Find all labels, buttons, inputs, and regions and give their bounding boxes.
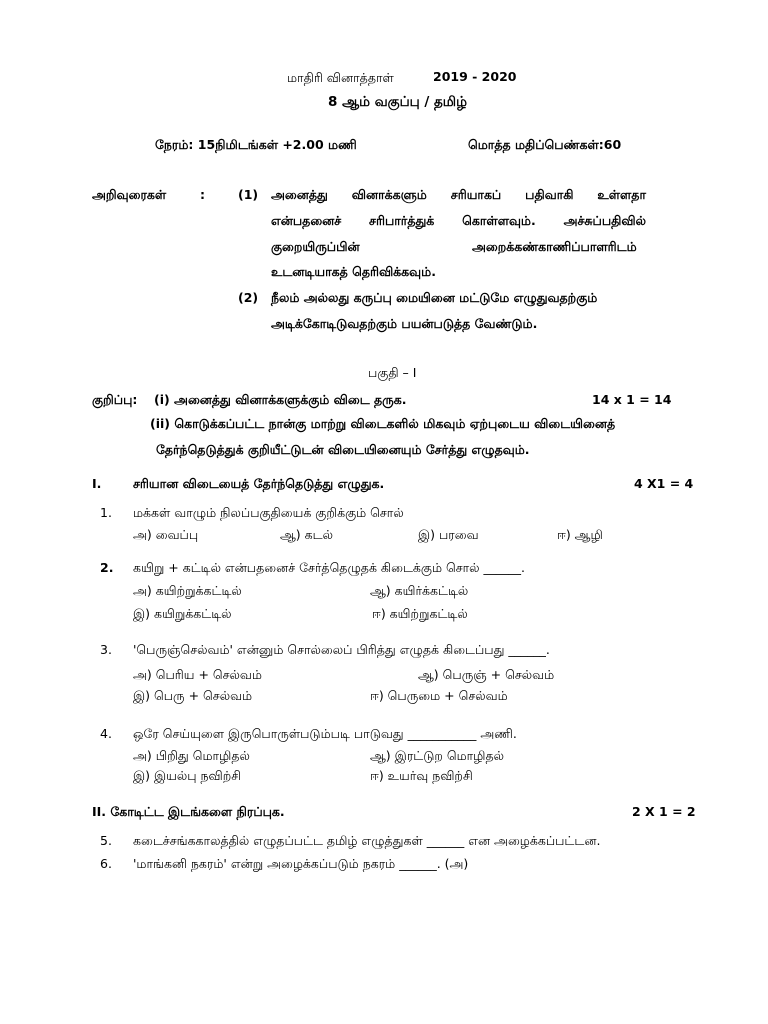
instruction-2-number: (2) xyxy=(238,290,259,305)
section-2-title: II. கோடிட்ட இடங்களை நிரப்புக. xyxy=(92,804,285,819)
question-4-option-d: ஈ) உயர்வு நவிற்சி xyxy=(370,768,473,783)
section-1-number: I. xyxy=(92,476,102,491)
note-2-line-2: தேர்ந்தெடுத்துக் குறியீட்டுடன் விடையினையும் சேர்த்து எழுதவும். xyxy=(156,442,530,457)
instruction-1-number: (1) xyxy=(238,187,259,202)
note-1-marks: 14 x 1 = 14 xyxy=(592,392,672,407)
question-2-text: கயிறு + கட்டில் என்பதனைச் சேர்த்தெழுதக் கிடைக்கும் சொல் ______. xyxy=(133,560,525,575)
question-1-option-d: ஈ) ஆழி xyxy=(557,527,603,542)
question-3-option-d: ஈ) பெருமை + செல்வம் xyxy=(370,688,508,703)
instruction-1-line-4: உடனடியாகத் தெரிவிக்கவும். xyxy=(271,264,436,279)
question-1-number: 1. xyxy=(100,505,112,520)
question-2-option-c: இ) கயிறுக்கட்டில் xyxy=(133,606,232,621)
note-1: (i) அனைத்து வினாக்களுக்கும் விடை தருக. xyxy=(154,392,407,407)
total-marks: மொத்த மதிப்பெண்கள்:60 xyxy=(468,137,622,152)
question-4-option-b: ஆ) இரட்டுற மொழிதல் xyxy=(370,748,505,763)
question-5-text: கடைச்சங்ககாலத்தில் எழுதப்பட்ட தமிழ் எழுத்துகள் ______ என அழைக்கப்பட்டன. xyxy=(133,833,601,848)
question-2-option-d: ஈ) கயிற்றுகட்டில் xyxy=(372,606,468,621)
question-3-text: 'பெருஞ்செல்வம்' என்னும் சொல்லைப் பிரித்து எழுதக் கிடைப்பது ______. xyxy=(133,642,550,657)
note-label: குறிப்பு: xyxy=(92,392,138,407)
question-1-option-a: அ) வைப்பு xyxy=(133,527,199,542)
question-2-number: 2. xyxy=(100,560,114,575)
question-6-number: 6. xyxy=(100,856,112,871)
question-4-option-a: அ) பிறிது மொழிதல் xyxy=(133,748,250,763)
question-1-text: மக்கள் வாழும் நிலப்பகுதியைக் குறிக்கும் சொல் xyxy=(133,505,404,520)
section-1-marks: 4 X1 = 4 xyxy=(634,476,694,491)
instruction-1-line-3a: குறையிருப்பின் xyxy=(271,239,360,254)
instruction-2-line-1: நீலம் அல்லது கருப்பு மையினை மட்டுமே எழுதுவதற்கும் xyxy=(271,290,598,305)
question-3-option-a: அ) பெரிய + செல்வம் xyxy=(133,667,262,682)
academic-year: 2019 - 2020 xyxy=(433,69,517,84)
question-4-text: ஒரே செய்யுளை இருபொருள்படும்படி பாடுவது ___________ அணி. xyxy=(133,726,517,741)
question-4-number: 4. xyxy=(100,726,112,741)
question-6-text: 'மாங்கனி நகரம்' என்று அழைக்கப்படும் நகரம் ______. (அ) xyxy=(133,856,469,871)
question-2-option-b: ஆ) கயிர்க்கட்டில் xyxy=(370,583,469,598)
instruction-2-line-2: அடிக்கோடிடுவதற்கும் பயன்படுத்த வேண்டும். xyxy=(271,316,538,331)
section-1-title: சரியான விடையைத் தேர்ந்தெடுத்து எழுதுக. xyxy=(133,476,385,491)
question-1-option-b: ஆ) கடல் xyxy=(280,527,333,542)
class-subject: 8 ஆம் வகுப்பு / தமிழ் xyxy=(328,94,467,110)
paper-title: மாதிரி வினாத்தாள் xyxy=(287,70,394,85)
question-2-option-a: அ) கயிற்றுக்கட்டில் xyxy=(133,583,242,598)
part-title: பகுதி – I xyxy=(368,365,417,380)
question-3-number: 3. xyxy=(100,642,112,657)
question-3-option-c: இ) பெரு + செல்வம் xyxy=(133,688,253,703)
instruction-1-line-1: அனைத்து வினாக்களும் சரியாகப் பதிவாகி உள்ளதா xyxy=(271,187,646,202)
instruction-1-line-3b: அறைக்கண்காணிப்பாளரிடம் xyxy=(472,239,637,254)
note-2-line-1: (ii) கொடுக்கப்பட்ட நான்கு மாற்று விடைகளில் மிகவும் ஏற்புடைய விடையினைத் xyxy=(150,416,616,431)
instructions-colon: : xyxy=(200,187,205,202)
section-2-marks: 2 X 1 = 2 xyxy=(632,804,696,819)
question-4-option-c: இ) இயல்பு நவிற்சி xyxy=(133,768,242,783)
question-5-number: 5. xyxy=(100,833,112,848)
exam-time: நேரம்: 15நிமிடங்கள் +2.00 மணி xyxy=(155,137,357,152)
instruction-1-line-2: என்பதனைச் சரிபார்த்துக் கொள்ளவும். அச்சுப்பதிவில் xyxy=(271,213,646,228)
question-1-option-c: இ) பரவை xyxy=(418,527,479,542)
instructions-label: அறிவுரைகள் xyxy=(92,187,167,202)
question-3-option-b: ஆ) பெருஞ் + செல்வம் xyxy=(418,667,555,682)
